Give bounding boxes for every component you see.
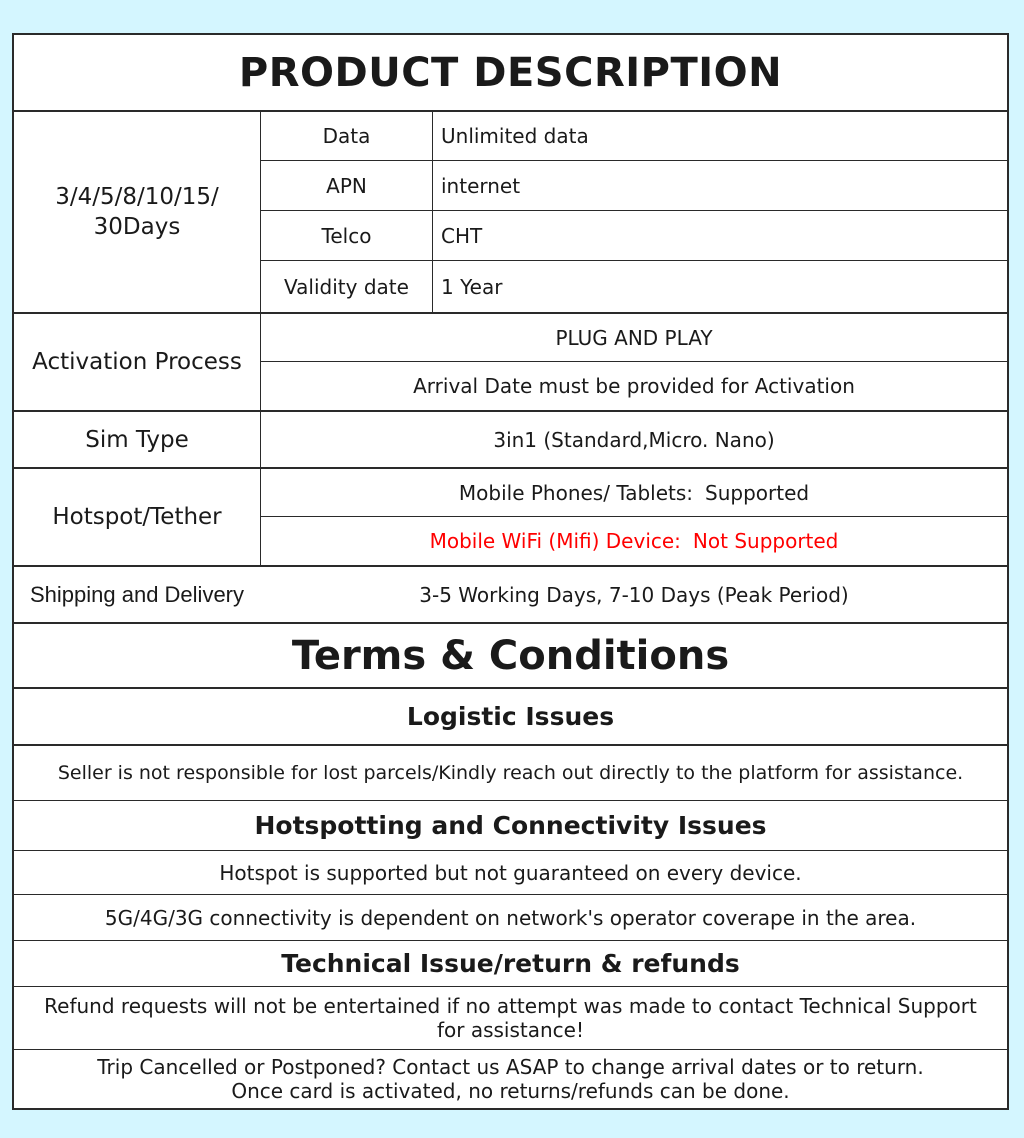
terms-title: Terms & Conditions	[291, 632, 730, 679]
spec-label-data: Data	[322, 124, 371, 148]
product-description-title: PRODUCT DESCRIPTION	[238, 49, 783, 96]
spec-value-telco: CHT	[441, 223, 483, 248]
product-description-sheet	[12, 33, 1009, 1110]
spec-value-apn: internet	[441, 173, 521, 198]
spec-label-telco: Telco	[321, 223, 372, 248]
hotspot-connectivity-heading: Hotspotting and Connectivity Issues	[254, 810, 767, 840]
sim-type-value: 3in1 (Standard,Micro. Nano)	[493, 427, 775, 452]
hotspot-label: Hotspot/Tether	[52, 504, 222, 530]
refund-text: Refund requests will not be entertained if no attempt was made to contact Technical Support for assistance!	[44, 994, 977, 1042]
spec-label-validity: Validity date	[284, 274, 409, 299]
shipping-label: Shipping and Delivery	[29, 581, 245, 607]
logistic-text: Seller is not responsible for lost parcels/Kindly reach out directly to the platform for assistance.	[57, 762, 964, 784]
connectivity-text: 5G/4G/3G connectivity is dependent on network's operator coverape in the area.	[104, 905, 917, 930]
hotspot-support-text: Hotspot is supported but not guaranteed on every device.	[219, 860, 802, 885]
hotspot-phones-label: Mobile Phones/ Tablets:	[458, 480, 694, 505]
spec-label-apn: APN	[326, 173, 367, 198]
logistic-heading: Logistic Issues	[406, 701, 615, 731]
hotspot-mifi-row	[261, 517, 1007, 565]
activation-arrival-note: Arrival Date must be provided for Activation	[413, 374, 855, 398]
hotspot-mifi-value: Not Supported	[692, 529, 839, 553]
hotspot-mifi-label: Mobile WiFi (Mifi) Device:	[429, 529, 681, 553]
sim-type-label: Sim Type	[85, 426, 189, 453]
hotspot-phones-row	[261, 469, 1007, 516]
spec-value-data: Unlimited data	[441, 124, 589, 148]
activation-plug-and-play: PLUG AND PLAY	[555, 325, 713, 350]
activation-label: Activation Process	[32, 349, 242, 375]
technical-heading: Technical Issue/return & refunds	[281, 948, 740, 978]
shipping-value: 3-5 Working Days, 7-10 Days (Peak Period)	[419, 582, 849, 607]
trip-cancel-text: Trip Cancelled or Postponed? Contact us ASAP to change arrival dates or to return. Once card is activated, no returns/refunds can be done.	[97, 1055, 924, 1103]
hotspot-phones-value: Supported	[705, 480, 810, 505]
plan-days-label: 3/4/5/8/10/15/ 30Days	[55, 184, 219, 240]
spec-value-validity: 1 Year	[441, 274, 503, 299]
